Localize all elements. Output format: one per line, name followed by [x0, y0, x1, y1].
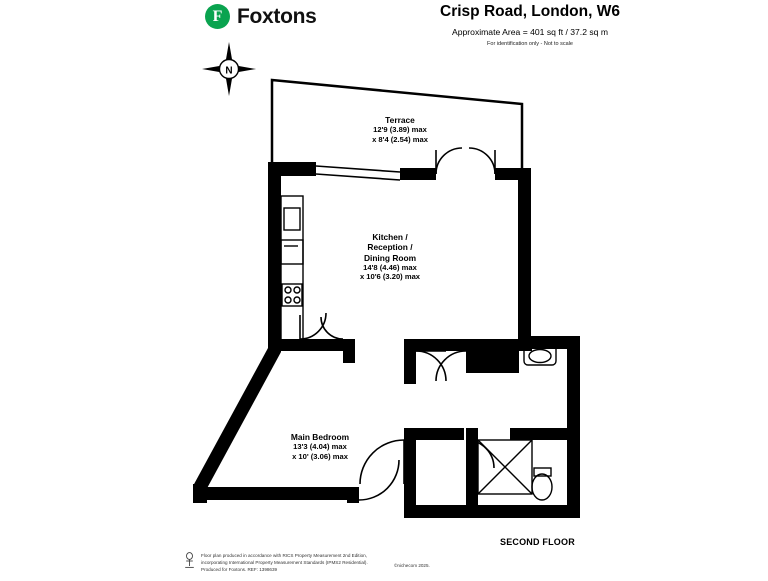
- room-dimension-1: 14'8 (4.46) max: [363, 262, 417, 272]
- shower-room-fixtures: [478, 440, 552, 500]
- copyright-text: ©nichecom 2025.: [394, 563, 430, 568]
- page-title: Crisp Road, London, W6: [440, 3, 620, 20]
- footer-line-3: Produced for Foxtons. REF: 1398639: [201, 567, 278, 573]
- room-dimension-2: x 8'4 (2.54) max: [372, 134, 428, 144]
- rics-icon: [183, 552, 196, 574]
- room-dimension-1: 13'3 (4.04) max: [293, 442, 347, 452]
- window-symbols: [316, 166, 400, 180]
- room-name: Terrace: [385, 115, 415, 125]
- room-label-terrace: [340, 115, 460, 144]
- footer-line-2: incorporating International Property Measurement Standards (IPMS2 Residential).: [201, 560, 368, 566]
- footer: [183, 552, 368, 574]
- floor-label: SECOND FLOOR: [500, 537, 575, 547]
- svg-text:N: N: [225, 65, 233, 77]
- footer-text: [201, 552, 368, 573]
- footer-line-1: Floor plan produced in accordance with RICS Property Measurement 2nd Edition,: [201, 553, 367, 558]
- area-summary: Approximate Area = 401 sq ft / 37.2 sq m: [452, 27, 608, 38]
- room-name-line-3: Dining Room: [363, 252, 417, 263]
- room-dimension-1: 12'9 (3.89) max: [373, 125, 427, 135]
- room-name: Kitchen /: [372, 232, 408, 242]
- brand-name: Foxtons: [237, 4, 317, 28]
- room-name: Main Bedroom: [290, 432, 350, 442]
- room-dimension-2: x 10' (3.06) max: [292, 451, 348, 461]
- room-label-kitchen-reception-dining: [330, 232, 450, 281]
- room-label-main-bedroom: [255, 432, 385, 461]
- room-dimension-2: x 10'6 (3.20) max: [359, 272, 421, 281]
- room-name-line-2: Reception /: [367, 242, 413, 253]
- disclaimer-text: For identification only - Not to scale: [487, 41, 573, 48]
- brand-logo-letter: F: [212, 7, 223, 25]
